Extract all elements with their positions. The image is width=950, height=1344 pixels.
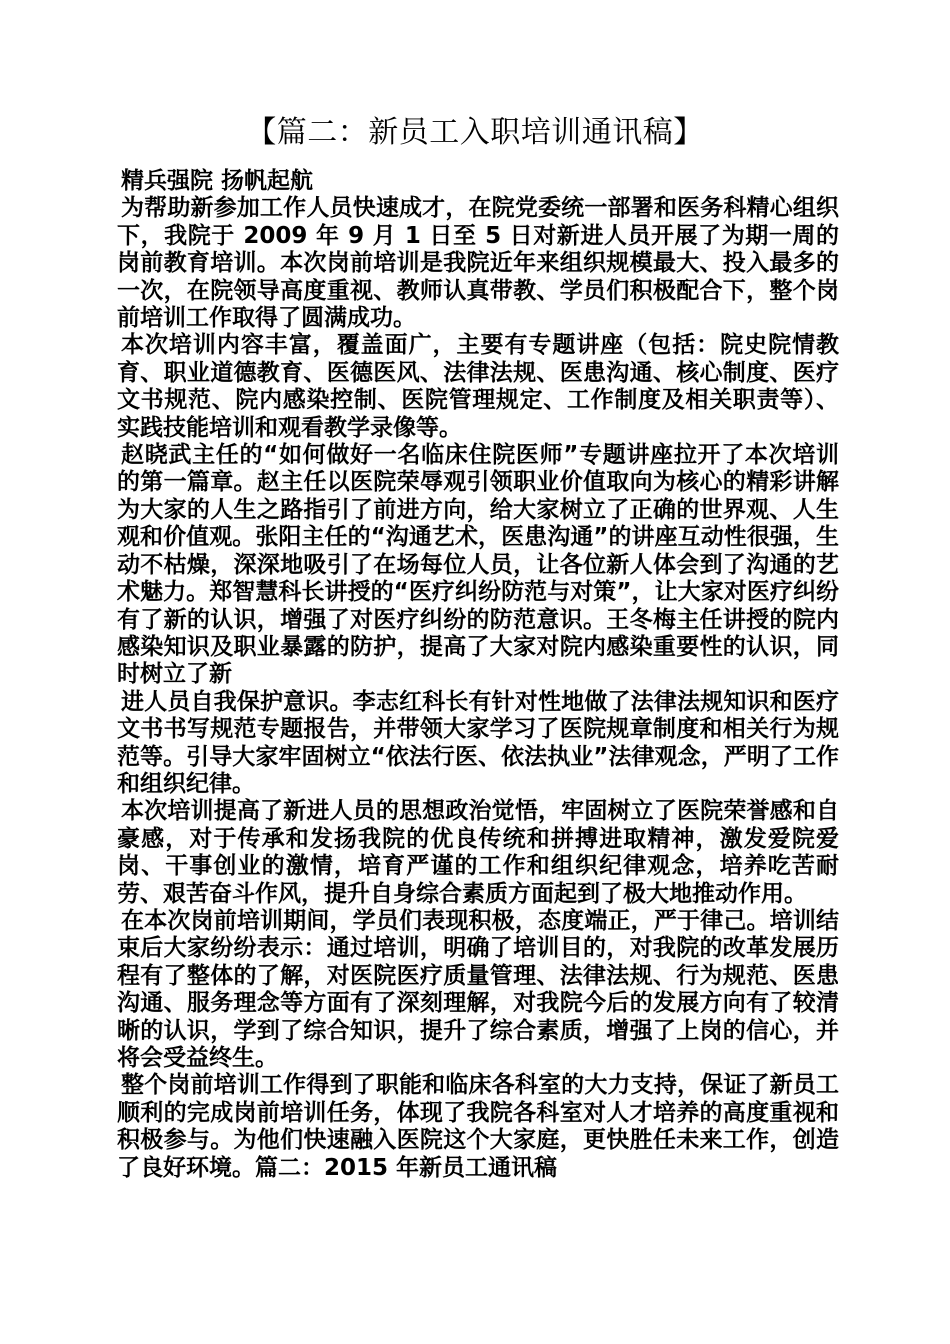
paragraph: 在本次岗前培训期间，学员们表现积极，态度端正，严于律己。培训结束后大家纷纷表示：通过培训，明确了培训目的，对我院的改革发展历程有了整体的了解，对医院医疗质量管理、法律法规、行为规范、医患沟通、服务理念等方面有了深刻理解，对我院今后的发展方向有了较清晰的认识，学到了综合知识，提升了综合素质，增强了上岗的信心，并将会受益终生。: [117, 907, 839, 1071]
paragraph: 进人员自我保护意识。李志红科长有针对性地做了法律法规知识和医疗文书书写规范专题报告，并带领大家学习了医院规章制度和相关行为规范等。引导大家牢固树立“依法行医、依法执业”法律观念，严明了工作和组织纪律。: [117, 688, 839, 797]
document-title: 【篇二：新员工入职培训通讯稿】: [246, 115, 704, 150]
paragraph: 赵晓武主任的“如何做好一名临床住院医师”专题讲座拉开了本次培训的第一篇章。赵主任以医院荣辱观引领职业价值取向为核心的精彩讲解为大家的人生之路指引了前进方向，给大家树立了正确的世界观、人生观和价值观。张阳主任的“沟通艺术，医患沟通”的讲座互动性很强，生动不枯燥，深深地吸引了在场每位人员，让各位新人体会到了沟通的艺术魅力。郑智慧科长讲授的“医疗纠纷防范与对策”，让大家对医疗纠纷有了新的认识，增强了对医疗纠纷的防范意识。王冬梅主任讲授的院内感染知识及职业暴露的防护，提高了大家对院内感染重要性的认识，同时树立了新: [117, 442, 839, 688]
paragraph: 整个岗前培训工作得到了职能和临床各科室的大力支持，保证了新员工顺利的完成岗前培训任务，体现了我院各科室对人才培养的高度重视和积极参与。为他们快速融入医院这个大家庭，更快胜任未来工作，创造了良好环境。篇二：2015 年新员工通讯稿: [117, 1072, 839, 1181]
paragraph: 为帮助新参加工作人员快速成才，在院党委统一部署和医务科精心组织下，我院于 2009 年 9 月 1 日至 5 日对新进人员开展了为期一周的岗前教育培训。本次岗前培训是我院近年来组织规模最大、投入最多的一次，在院领导高度重视、教师认真带教、学员们积极配合下，整个岗前培训工作取得了圆满成功。: [117, 195, 839, 332]
paragraph: 本次培训提高了新进人员的思想政治觉悟，牢固树立了医院荣誉感和自豪感，对于传承和发扬我院的优良传统和拼搏进取精神，激发爱院爱岗、干事创业的激情，培育严谨的工作和组织纪律观念，培养吃苦耐劳、艰苦奋斗作风，提升自身综合素质方面起到了极大地推动作用。: [117, 798, 839, 907]
article-body: [117, 168, 839, 1182]
article-subtitle: 精兵强院 扬帆起航: [121, 168, 314, 194]
paragraph: 本次培训内容丰富，覆盖面广，主要有专题讲座（包括：院史院情教育、职业道德教育、医德医风、法律法规、医患沟通、核心制度、医疗文书规范、院内感染控制、医院管理规定、工作制度及相关职责等）、实践技能培训和观看教学录像等。: [117, 332, 839, 441]
